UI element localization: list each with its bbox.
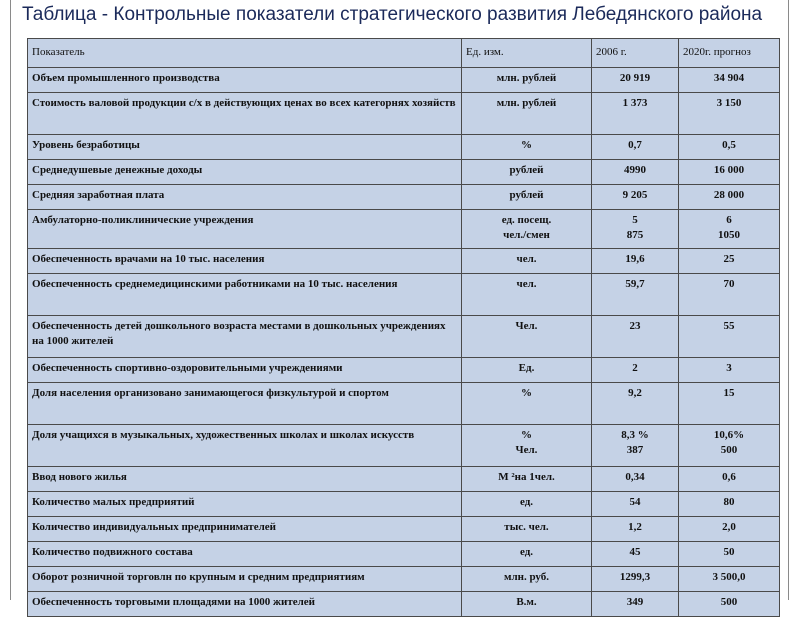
value-2006: 5 875 xyxy=(592,210,679,249)
unit-value: ед. посещ. чел./смен xyxy=(462,210,592,249)
indicator-name: Средняя заработная плата xyxy=(28,185,462,210)
unit-value: млн. руб. xyxy=(462,567,592,592)
table-header-row xyxy=(28,39,780,68)
unit-value: рублей xyxy=(462,160,592,185)
table-row xyxy=(28,592,780,617)
unit-value: % xyxy=(462,383,592,425)
unit-value: чел. xyxy=(462,249,592,274)
value-2006: 1299,3 xyxy=(592,567,679,592)
value-2020-forecast: 0,5 xyxy=(679,135,780,160)
frame-line-right xyxy=(788,0,789,600)
value-2006: 2 xyxy=(592,358,679,383)
value-2020-forecast: 3 500,0 xyxy=(679,567,780,592)
indicator-name: Объем промышленного производства xyxy=(28,68,462,93)
unit-value: ед. xyxy=(462,542,592,567)
value-2020-forecast: 6 1050 xyxy=(679,210,780,249)
header-2020-forecast: 2020г. прогноз xyxy=(679,39,780,68)
unit-value: млн. рублей xyxy=(462,68,592,93)
value-2020-forecast: 25 xyxy=(679,249,780,274)
header-unit: Ед. изм. xyxy=(462,39,592,68)
indicator-name: Амбулаторно-поликлинические учреждения xyxy=(28,210,462,249)
value-2006: 0,34 xyxy=(592,467,679,492)
unit-value: % Чел. xyxy=(462,425,592,467)
table-row xyxy=(28,492,780,517)
value-2020-forecast: 28 000 xyxy=(679,185,780,210)
table-row xyxy=(28,249,780,274)
value-2020-forecast: 3 150 xyxy=(679,93,780,135)
indicator-name: Обеспеченность торговыми площадями на 1000 жителей xyxy=(28,592,462,617)
unit-value: Чел. xyxy=(462,316,592,358)
header-2006: 2006 г. xyxy=(592,39,679,68)
indicator-name: Количество малых предприятий xyxy=(28,492,462,517)
indicator-name: Обеспеченность среднемедицинскими работниками на 10 тыс. населения xyxy=(28,274,462,316)
indicator-name: Количество индивидуальных предпринимателей xyxy=(28,517,462,542)
indicator-name: Доля учащихся в музыкальных, художественных школах и школах искусств xyxy=(28,425,462,467)
table-row xyxy=(28,185,780,210)
table-row xyxy=(28,567,780,592)
table-row xyxy=(28,316,780,358)
table-row xyxy=(28,383,780,425)
indicator-name: Обеспеченность спортивно-оздоровительными учреждениями xyxy=(28,358,462,383)
value-2006: 1,2 xyxy=(592,517,679,542)
value-2006: 59,7 xyxy=(592,274,679,316)
table-row xyxy=(28,358,780,383)
unit-value: М ²на 1чел. xyxy=(462,467,592,492)
unit-value: Ед. xyxy=(462,358,592,383)
unit-value: ед. xyxy=(462,492,592,517)
indicator-name: Обеспеченность детей дошкольного возраста местами в дошкольных учреждениях на 1000 жителей xyxy=(28,316,462,358)
indicator-name: Стоимость валовой продукции с/х в действующих ценах во всех категорнях хозяйств xyxy=(28,93,462,135)
page-title: Таблица - Контрольные показатели стратегического развития Лебедянского района xyxy=(22,4,763,25)
value-2006: 0,7 xyxy=(592,135,679,160)
value-2006: 349 xyxy=(592,592,679,617)
frame-line-left xyxy=(10,0,11,600)
unit-value: млн. рублей xyxy=(462,93,592,135)
indicator-name: Среднедушевые денежные доходы xyxy=(28,160,462,185)
table-row xyxy=(28,68,780,93)
value-2020-forecast: 70 xyxy=(679,274,780,316)
value-2006: 45 xyxy=(592,542,679,567)
value-2006: 9,2 xyxy=(592,383,679,425)
value-2006: 19,6 xyxy=(592,249,679,274)
table-row xyxy=(28,135,780,160)
unit-value: чел. xyxy=(462,274,592,316)
indicator-name: Ввод нового жилья xyxy=(28,467,462,492)
indicator-name: Доля населения организовано занимающегося физкультурой и спортом xyxy=(28,383,462,425)
unit-value: тыс. чел. xyxy=(462,517,592,542)
value-2020-forecast: 2,0 xyxy=(679,517,780,542)
unit-value: рублей xyxy=(462,185,592,210)
value-2020-forecast: 15 xyxy=(679,383,780,425)
table-row xyxy=(28,542,780,567)
value-2006: 8,3 % 387 xyxy=(592,425,679,467)
table-row xyxy=(28,425,780,467)
unit-value: В.м. xyxy=(462,592,592,617)
indicator-name: Оборот розничной торговлн по крупным и средним предприятиям xyxy=(28,567,462,592)
value-2006: 9 205 xyxy=(592,185,679,210)
table-row xyxy=(28,274,780,316)
value-2020-forecast: 3 xyxy=(679,358,780,383)
indicator-name: Обеспеченность врачами на 10 тыс. населения xyxy=(28,249,462,274)
table-row xyxy=(28,517,780,542)
indicators-table xyxy=(27,38,780,617)
value-2020-forecast: 55 xyxy=(679,316,780,358)
value-2020-forecast: 10,6% 500 xyxy=(679,425,780,467)
value-2006: 1 373 xyxy=(592,93,679,135)
value-2020-forecast: 34 904 xyxy=(679,68,780,93)
value-2020-forecast: 500 xyxy=(679,592,780,617)
value-2006: 20 919 xyxy=(592,68,679,93)
value-2006: 23 xyxy=(592,316,679,358)
table-row xyxy=(28,210,780,249)
value-2006: 4990 xyxy=(592,160,679,185)
value-2020-forecast: 0,6 xyxy=(679,467,780,492)
value-2020-forecast: 80 xyxy=(679,492,780,517)
table-row xyxy=(28,93,780,135)
value-2020-forecast: 50 xyxy=(679,542,780,567)
indicator-name: Уровень безработицы xyxy=(28,135,462,160)
value-2020-forecast: 16 000 xyxy=(679,160,780,185)
header-indicator: Показатель xyxy=(28,39,462,68)
unit-value: % xyxy=(462,135,592,160)
table-row xyxy=(28,467,780,492)
value-2006: 54 xyxy=(592,492,679,517)
table-row xyxy=(28,160,780,185)
indicator-name: Количество подвижного состава xyxy=(28,542,462,567)
